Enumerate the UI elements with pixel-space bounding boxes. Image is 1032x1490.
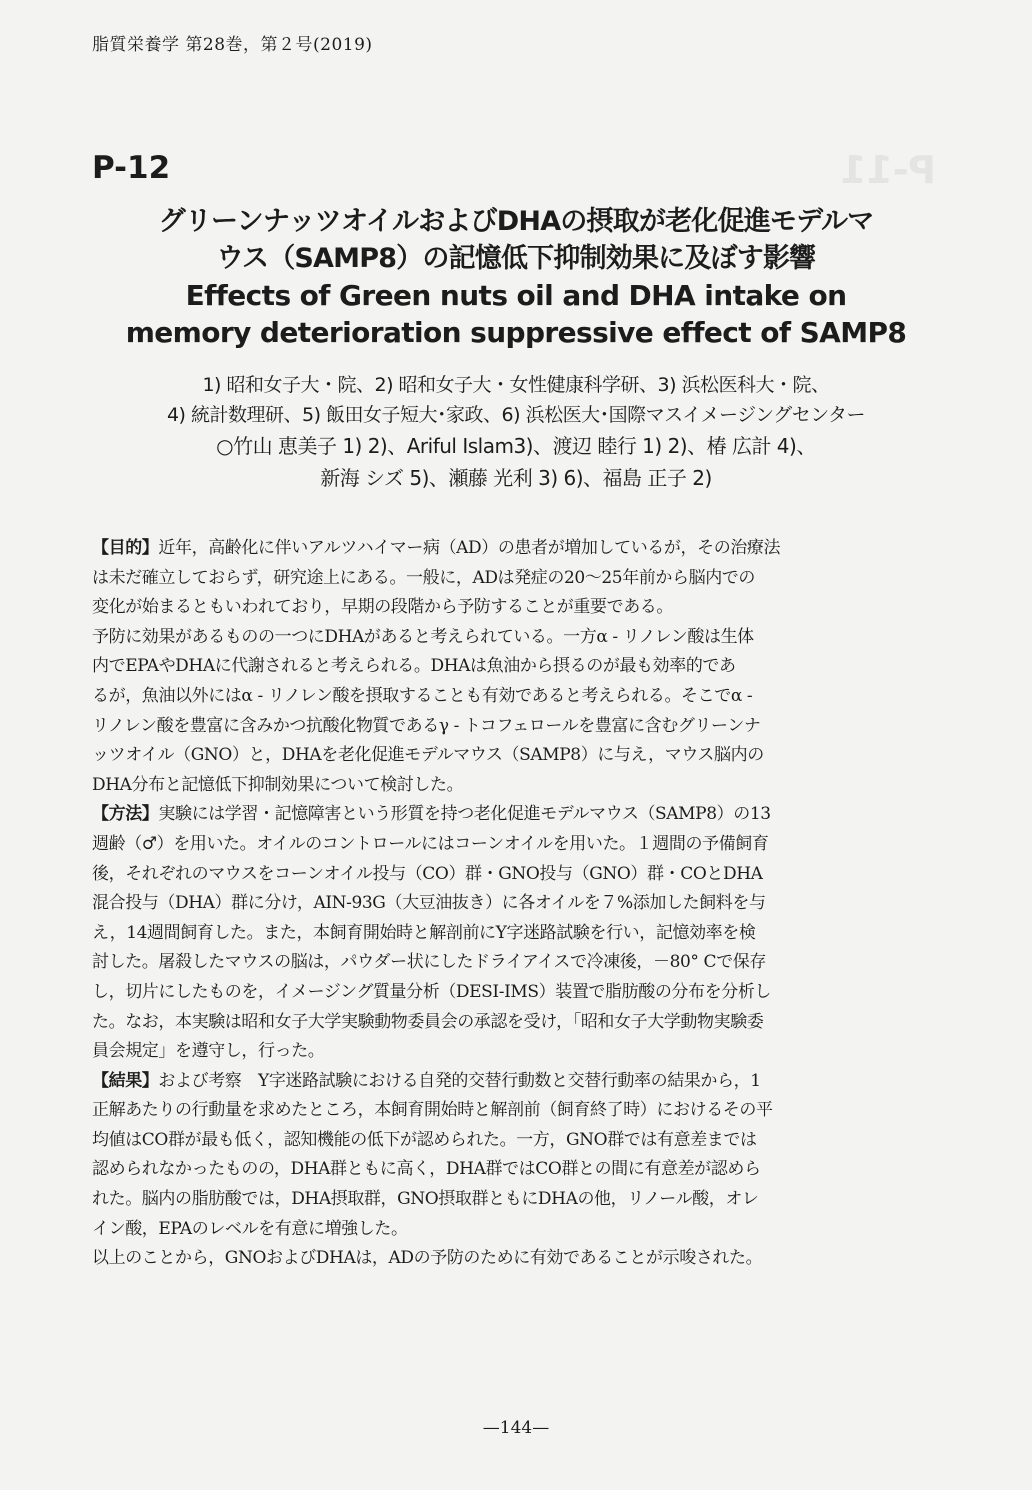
purpose-line: 内でEPAやDHAに代謝されると考えられる。DHAは魚油から摂るのが最も効率的であ <box>92 656 736 677</box>
title-block <box>60 203 972 351</box>
methods-heading: 【方法】 <box>92 804 159 825</box>
methods-line: 討した。屠殺したマウスの脳は，パウダー状にしたドライアイスで冷凍後，－80° Cで保存 <box>92 952 766 973</box>
title-en-line-1: Effects of Green nuts oil and DHA intake on <box>185 279 847 312</box>
affiliation-line-2: 4) 統計数理研、5) 飯田女子短大･家政、6) 浜松医大･国際マスイメージングセンター <box>166 404 866 426</box>
author-line-1: ○竹山 恵美子 1) 2)、Ariful Islam3)、渡辺 睦行 1) 2)、椿 広計 4)、 <box>216 434 816 458</box>
purpose-line: ッツオイル（GNO）と，DHAを老化促進モデルマウス（SAMP8）に与え，マウス脳内の <box>92 745 764 766</box>
methods-line <box>92 800 922 830</box>
purpose-text: 近年，高齢化に伴いアルツハイマー病（AD）の患者が増加しているが，その治療法 <box>158 538 781 558</box>
title-en-line-2: memory deterioration suppressive effect of SAMP8 <box>125 316 907 349</box>
purpose-line: は未だ確立しておらず，研究途上にある。一般に，ADは発症の20～25年前から脳内での <box>92 567 756 588</box>
results-line: イン酸，EPAのレベルを有意に増強した。 <box>92 1218 408 1239</box>
methods-line: え，14週間飼育した。また，本飼育開始時と解剖前にY字迷路試験を行い，記憶効率を検 <box>92 922 756 943</box>
methods-line: 混合投与（DHA）群に分け，AIN-93G（大豆油抜き）に各オイルを７%添加した飼料を与 <box>92 893 766 914</box>
methods-line: 員会規定」を遵守し，行った。 <box>92 1041 325 1062</box>
results-line: 均値はCO群が最も低く，認知機能の低下が認められた。一方，GNO群では有意差までは <box>92 1129 757 1150</box>
purpose-line: リノレン酸を豊富に含みかつ抗酸化物質であるγ - トコフェロールを豊富に含むグリーンナ <box>92 715 761 736</box>
conclusion-line: 以上のことから，GNOおよびDHAは，ADの予防のために有効であることが示唆された。 <box>92 1248 763 1269</box>
results-line: 正解あたりの行動量を求めたところ，本飼育開始時と解剖前（飼育終了時）におけるその平 <box>92 1100 773 1121</box>
methods-line: た。なお，本実験は昭和女子大学実験動物委員会の承認を受け，「昭和女子大学動物実験委 <box>92 1011 764 1032</box>
page-number: —144— <box>482 1418 550 1438</box>
results-text: および考察 Y字迷路試験における自発的交替行動数と交替行動率の結果から，1 <box>158 1070 761 1091</box>
purpose-line: DHA分布と記憶低下抑制効果について検討した。 <box>92 774 464 795</box>
abstract-body <box>92 534 922 1274</box>
title-ja-line-2: ウス（SAMP8）の記憶低下抑制効果に及ぼす影響 <box>216 243 816 274</box>
results-heading: 【結果】 <box>92 1070 159 1091</box>
purpose-heading: 【目的】 <box>92 538 159 558</box>
author-line-2: 新海 シズ 5)、瀬藤 光利 3) 6)、福島 正子 2) <box>320 466 712 490</box>
results-line: 認められなかったものの，DHA群ともに高く，DHA群ではCO群との間に有意差が認めら <box>92 1159 761 1180</box>
results-line <box>92 1067 922 1097</box>
journal-header: 脂質栄養学 第28巻，第２号(2019) <box>92 35 373 55</box>
poster-id: P-12 <box>92 150 171 186</box>
methods-text: 実験には学習・記憶障害という形質を持つ老化促進モデルマウス（SAMP8）の13 <box>158 804 771 825</box>
methods-line: 週齢（♂）を用いた。オイルのコントロールにはコーンオイルを用いた。１週間の予備飼育 <box>92 833 769 854</box>
methods-line: 後，それぞれのマウスをコーンオイル投与（CO）群・GNO投与（GNO）群・COとDHA <box>92 863 763 884</box>
purpose-line: 予防に効果があるものの一つにDHAがあると考えられている。一方α - リノレン酸は生体 <box>92 626 754 647</box>
purpose-line: 変化が始まるともいわれており，早期の段階から予防することが重要である。 <box>92 597 673 618</box>
bleed-through-text: P-11 <box>840 148 936 192</box>
purpose-line: るが，魚油以外にはα - リノレン酸を摂取することも有効であると考えられる。そこでα - <box>92 685 753 706</box>
results-line: れた。脳内の脂肪酸では，DHA摂取群，GNO摂取群ともにDHAの他，リノール酸，オレ <box>92 1189 759 1210</box>
affiliation-line-1: 1) 昭和女子大・院、2) 昭和女子大・女性健康科学研、3) 浜松医科大・院、 <box>202 374 830 396</box>
methods-line: し，切片にしたものを，イメージング質量分析（DESI-IMS）装置で脂肪酸の分布を分析し <box>92 981 772 1002</box>
title-ja-line-1: グリーンナッツオイルおよびDHAの摂取が老化促進モデルマ <box>158 206 874 237</box>
purpose-line <box>92 534 922 564</box>
affiliation-block <box>60 370 972 494</box>
